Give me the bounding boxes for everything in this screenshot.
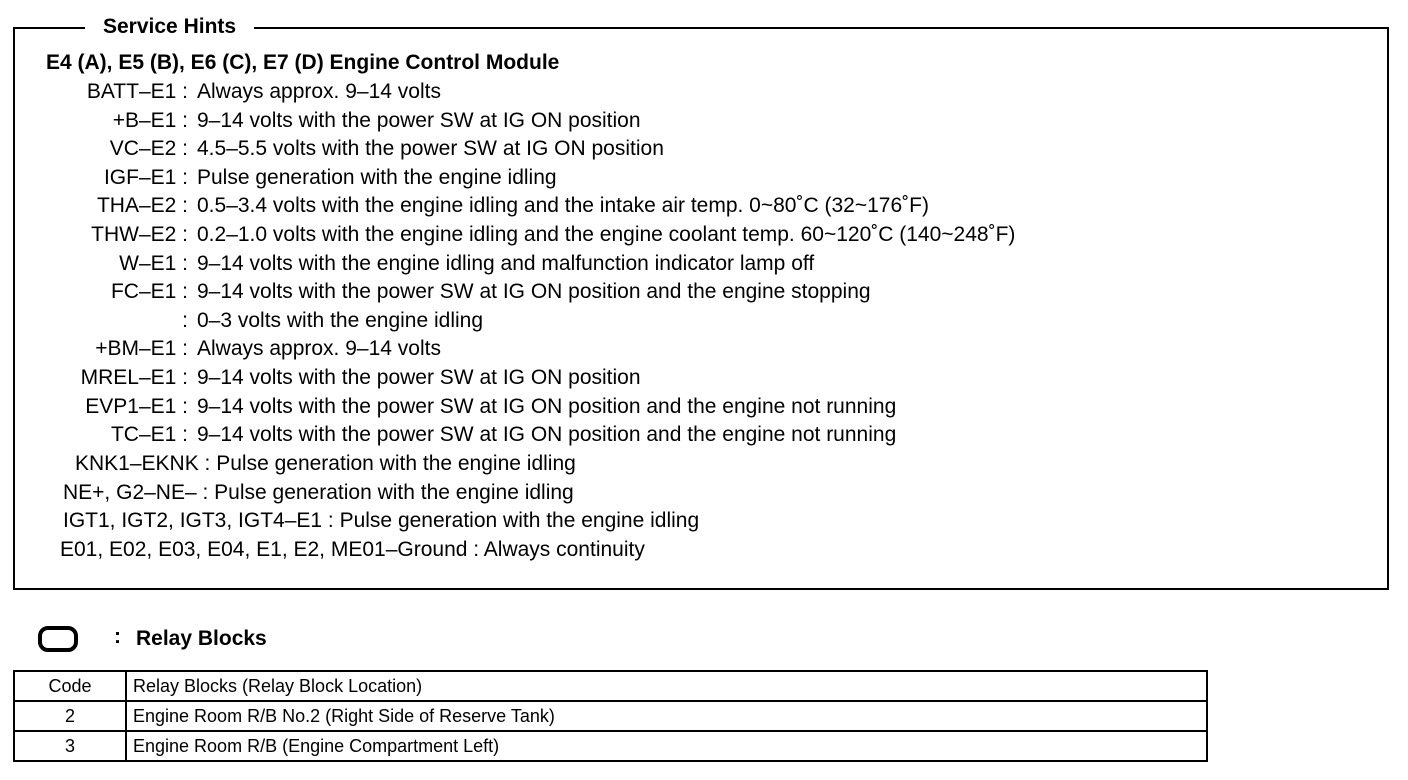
hint-label: THA–E2 : xyxy=(96,194,188,217)
hint-free-row: NE+, G2–NE– : Pulse generation with the engine idling xyxy=(63,481,574,504)
relay-legend-colon: : xyxy=(114,625,121,648)
relay-location-cell: Engine Room R/B No.2 (Right Side of Reserve Tank) xyxy=(126,701,1207,731)
hint-label: FC–E1 : xyxy=(110,280,188,303)
relay-location-cell: Relay Blocks (Relay Block Location) xyxy=(126,671,1207,701)
hint-label: BATT–E1 : xyxy=(86,80,188,103)
hint-label: TC–E1 : xyxy=(110,423,188,446)
relay-code-cell: 2 xyxy=(14,701,126,731)
relay-block-table xyxy=(13,670,1208,762)
hint-value: 0.5–3.4 volts with the engine idling and the intake air temp. 0~80˚C (32~176˚F) xyxy=(197,194,929,217)
hint-label: : xyxy=(182,309,188,332)
hint-value: Always approx. 9–14 volts xyxy=(197,337,441,360)
hint-label: VC–E2 : xyxy=(109,137,188,160)
hint-value: 9–14 volts with the power SW at IG ON position xyxy=(197,366,641,389)
hint-label: MREL–E1 : xyxy=(80,366,188,389)
relay-legend-label: Relay Blocks xyxy=(136,627,267,650)
hint-free-row: IGT1, IGT2, IGT3, IGT4–E1 : Pulse generation with the engine idling xyxy=(63,509,700,532)
hint-label: W–E1 : xyxy=(119,252,188,275)
relay-location-cell: Engine Room R/B (Engine Compartment Left) xyxy=(126,731,1207,761)
relay-table-header xyxy=(14,671,1207,701)
hint-value: 9–14 volts with the power SW at IG ON position xyxy=(197,109,641,132)
hint-value: 0.2–1.0 volts with the engine idling and the engine coolant temp. 60~120˚C (140~248˚F) xyxy=(197,223,1016,246)
hint-value: Pulse generation with the engine idling xyxy=(197,166,557,189)
hint-value: 9–14 volts with the power SW at IG ON position and the engine not running xyxy=(197,423,897,446)
hint-value: 4.5–5.5 volts with the power SW at IG ON position xyxy=(197,137,664,160)
hint-value: 9–14 volts with the engine idling and malfunction indicator lamp off xyxy=(197,252,815,275)
hint-value: 0–3 volts with the engine idling xyxy=(197,309,484,332)
relay-table-row xyxy=(14,731,1207,761)
hint-value: 9–14 volts with the power SW at IG ON position and the engine not running xyxy=(197,395,897,418)
hint-free-row: E01, E02, E03, E04, E1, E2, ME01–Ground : Always continuity xyxy=(60,538,645,561)
hint-label: +B–E1 : xyxy=(112,109,188,132)
relay-block-symbol-icon xyxy=(38,626,78,652)
hint-label: +BM–E1 : xyxy=(95,337,188,360)
ecm-heading: E4 (A), E5 (B), E6 (C), E7 (D) Engine Control Module xyxy=(46,51,560,74)
hint-value: Always approx. 9–14 volts xyxy=(197,80,441,103)
hint-free-row: KNK1–EKNK : Pulse generation with the engine idling xyxy=(75,452,576,475)
relay-table-row xyxy=(14,701,1207,731)
hint-value: 9–14 volts with the power SW at IG ON position and the engine stopping xyxy=(197,280,871,303)
service-hints-title: Service Hints xyxy=(85,14,254,40)
hint-label: IGF–E1 : xyxy=(103,166,188,189)
relay-code-cell: 3 xyxy=(14,731,126,761)
hint-label: THW–E2 : xyxy=(91,223,188,246)
relay-code-cell: Code xyxy=(14,671,126,701)
hint-label: EVP1–E1 : xyxy=(85,395,188,418)
